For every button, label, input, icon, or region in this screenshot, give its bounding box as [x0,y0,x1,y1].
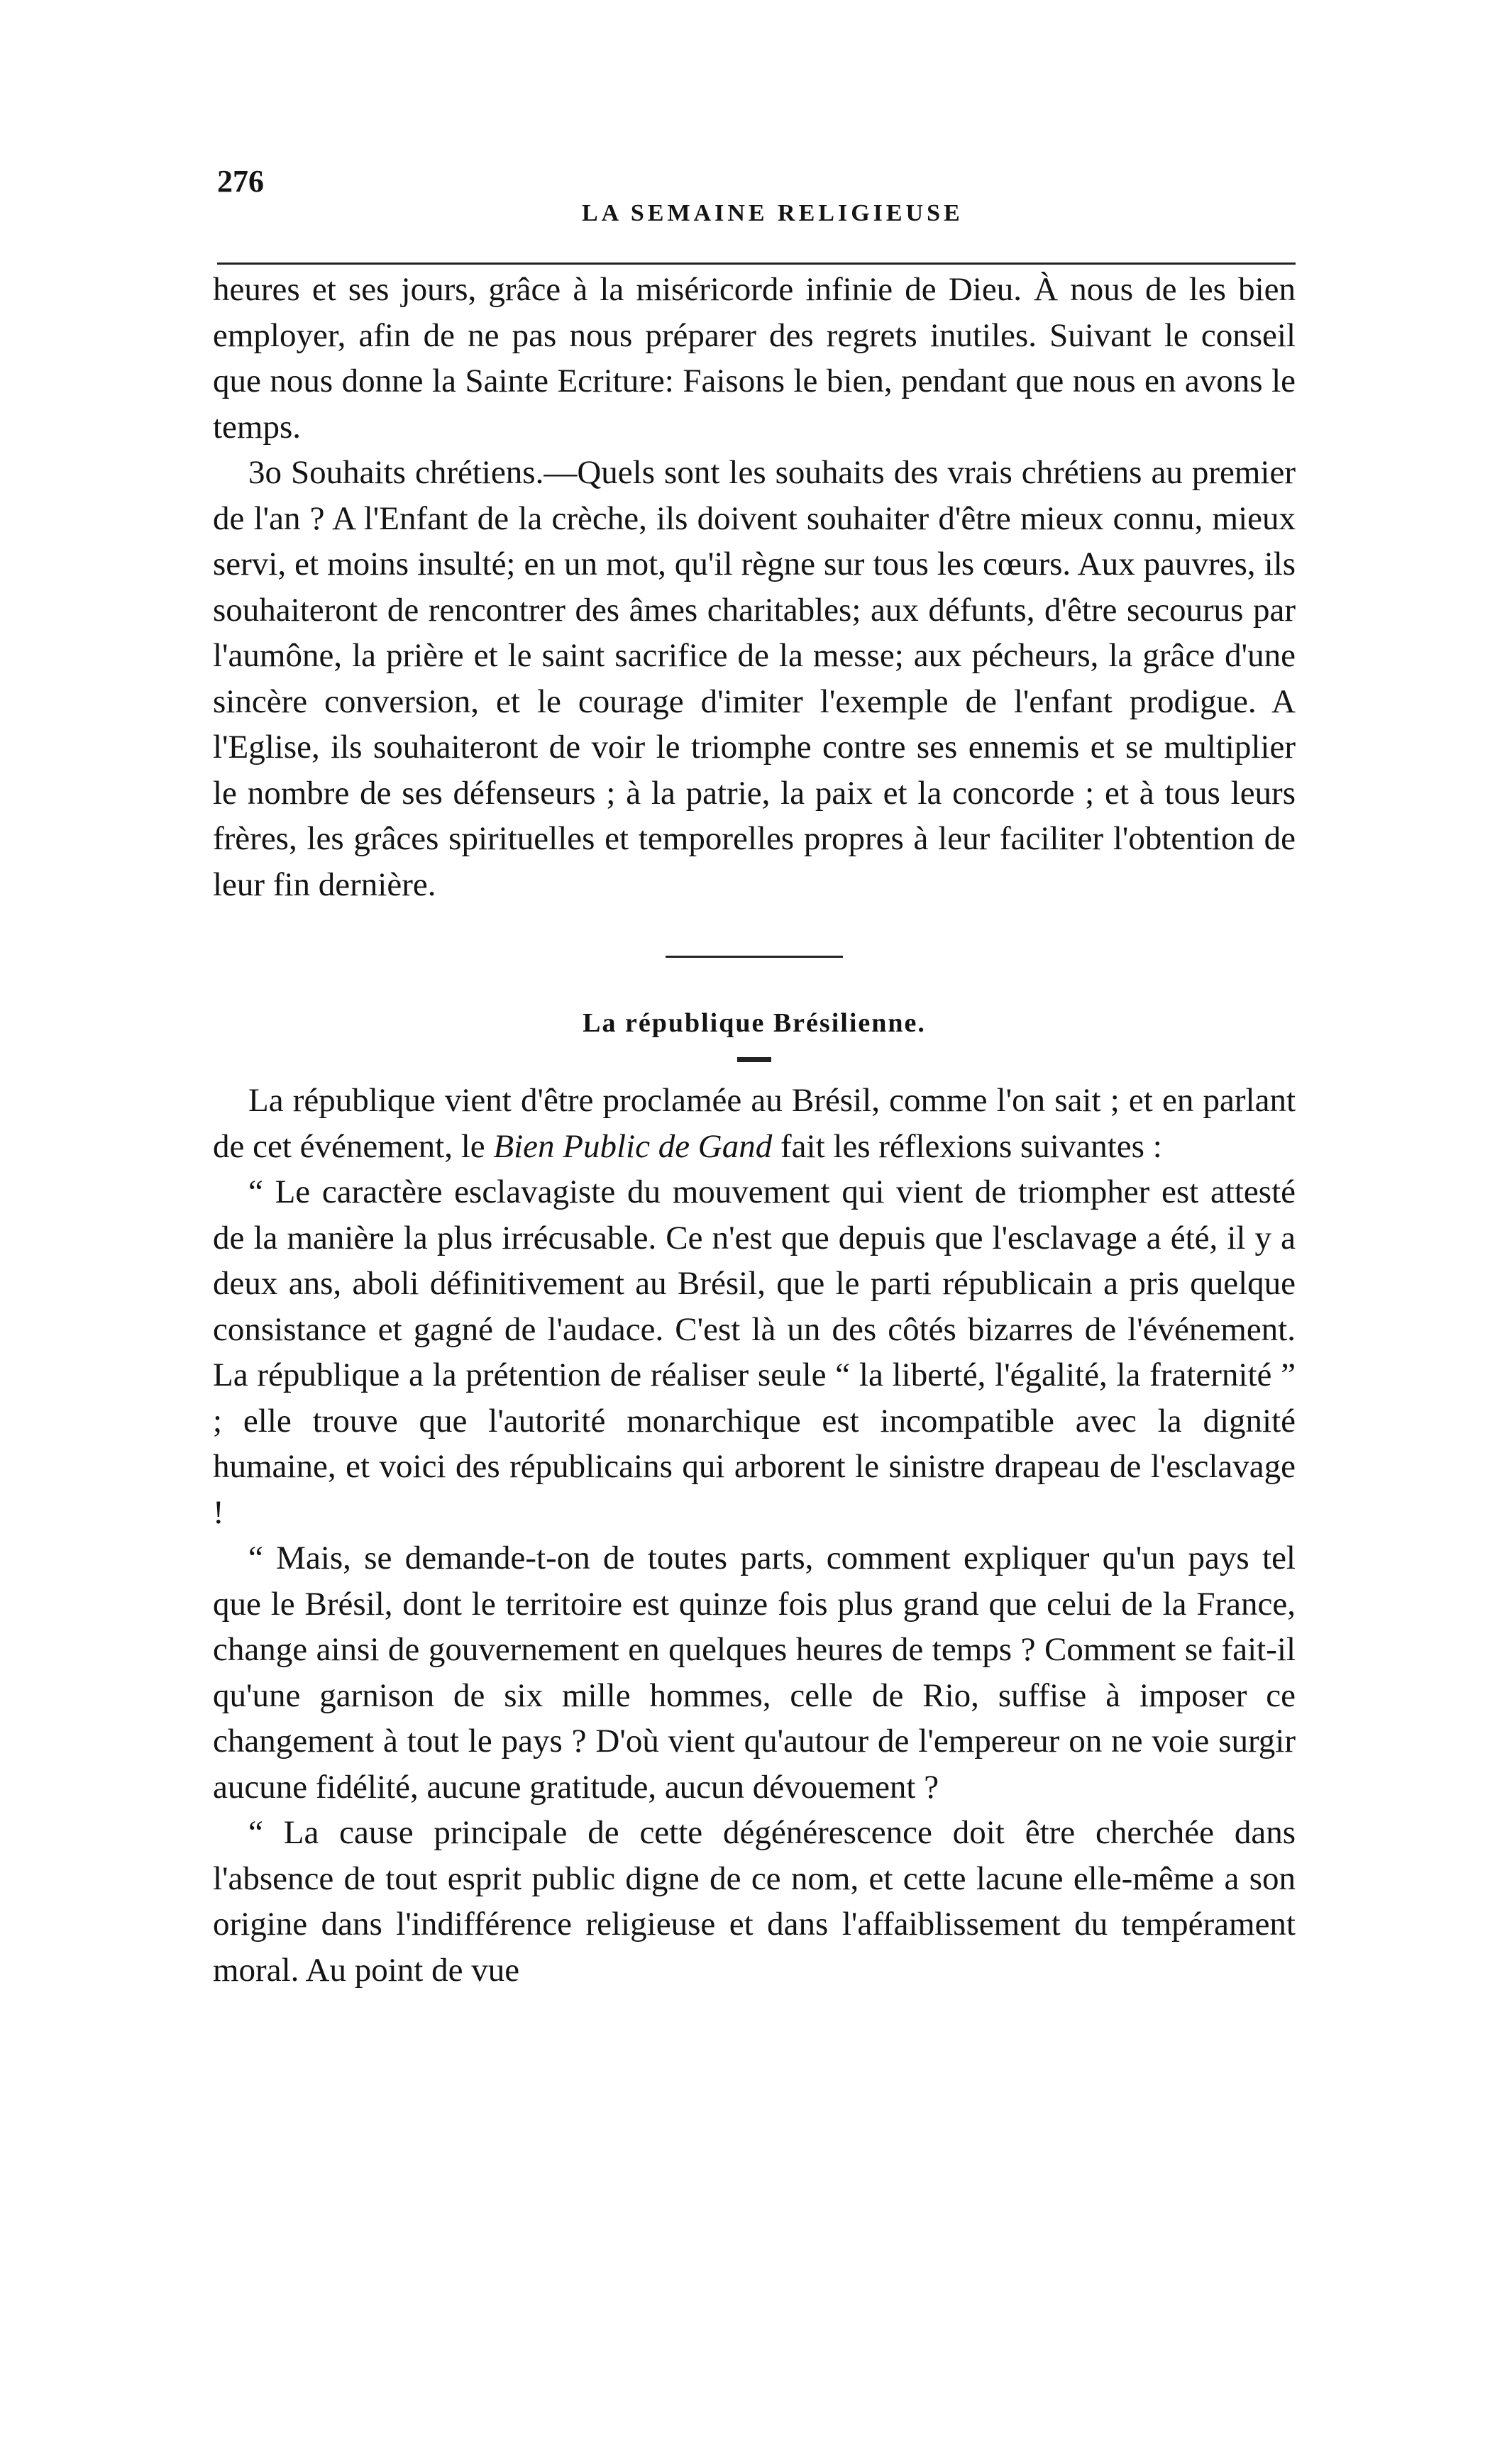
paragraph-continuation: heures et ses jours, grâce à la miséricorde infinie de Dieu. À nous de les bien employer, afin de ne pas nous préparer des regrets inutiles. Suivant le conseil que nous donne la Sainte Ecriture: Faisons le bien, pendant que nous en avons le temps. [213,271,1296,446]
paragraph-souhaits: 3o Souhaits chrétiens.—Quels sont les souhaits des vrais chrétiens au premier de l'an ? A l'Enfant de la crèche, ils doivent souhaiter d'être mieux connu, mieux servi, et moins insulté; en un mot, qu'il règne sur tous les cœurs. Aux pauvres, ils souhaiteront de rencontrer des âmes charitables; aux défunts, d'être secourus par l'aumône, la prière et le saint sacrifice de la messe; aux pécheurs, la grâce d'une sincère conversion, et le courage d'imiter l'exemple de l'enfant prodigue. A l'Eglise, ils souhaiteront de voir le triomphe contre ses ennemis et se multiplier le nombre de ses défenseurs ; à la patrie, la paix et la concorde ; et à tous leurs frères, les grâces spirituelles et temporelles propres à leur faciliter l'obtention de leur fin dernière. [213,454,1296,903]
running-title: LA SEMAINE RELIGIEUSE [582,200,964,226]
section-divider [666,956,843,958]
paragraph-intro [213,1078,1296,1169]
body-text [213,267,1296,1993]
header-rule [217,263,1296,265]
publication-title: Bien Public de Gand [493,1127,773,1165]
page-number: 276 [217,164,264,199]
paragraph-quote-3: “ La cause principale de cette dégénérescence doit être cherchée dans l'absence de tout esprit public digne de ce nom, et cette lacune elle-même a son origine dans l'indifférence religieuse et dans l'affaiblissement du tempérament moral. Au point de vue [213,1814,1296,1989]
intro-text-1: La république vient d'être proclamée au Brésil, comme l'on sait ; et en parlant de cet événement, le [213,1082,1296,1165]
title-dash [737,1057,771,1062]
paragraph-quote-2: “ Mais, se demande-t-on de toutes parts, comment expliquer qu'un pays tel que le Brésil, dont le territoire est quinze fois plus grand que celui de la France, change ainsi de gouvernement en quelques heures de temps ? Comment se fait-il qu'une garnison de six mille hommes, celle de Rio, suffise à imposer ce changement à tout le pays ? D'où vient qu'autour de l'empereur on ne voie surgir aucune fidélité, aucune gratitude, aucun dévouement ? [213,1540,1296,1806]
intro-text-2: fait les réflexions suivantes : [772,1127,1162,1165]
paragraph-quote-1: “ Le caractère esclavagiste du mouvement qui vient de triompher est attesté de la manière la plus irrécusable. Ce n'est que depuis que l'esclavage a été, il y a deux ans, aboli définitivement au Brésil, que le parti républicain a pris quelque consistance et gagné de l'audace. C'est là un des côtés bizarres de l'événement. La république a la prétention de réaliser seule “ la liberté, l'égalité, la fraternité ” ; elle trouve que l'autorité monarchique est incompatible avec la dignité humaine, et voici des républicains qui arborent le sinistre drapeau de l'esclavage ! [213,1173,1296,1531]
section-title: La république Brésilienne. [583,1008,926,1038]
